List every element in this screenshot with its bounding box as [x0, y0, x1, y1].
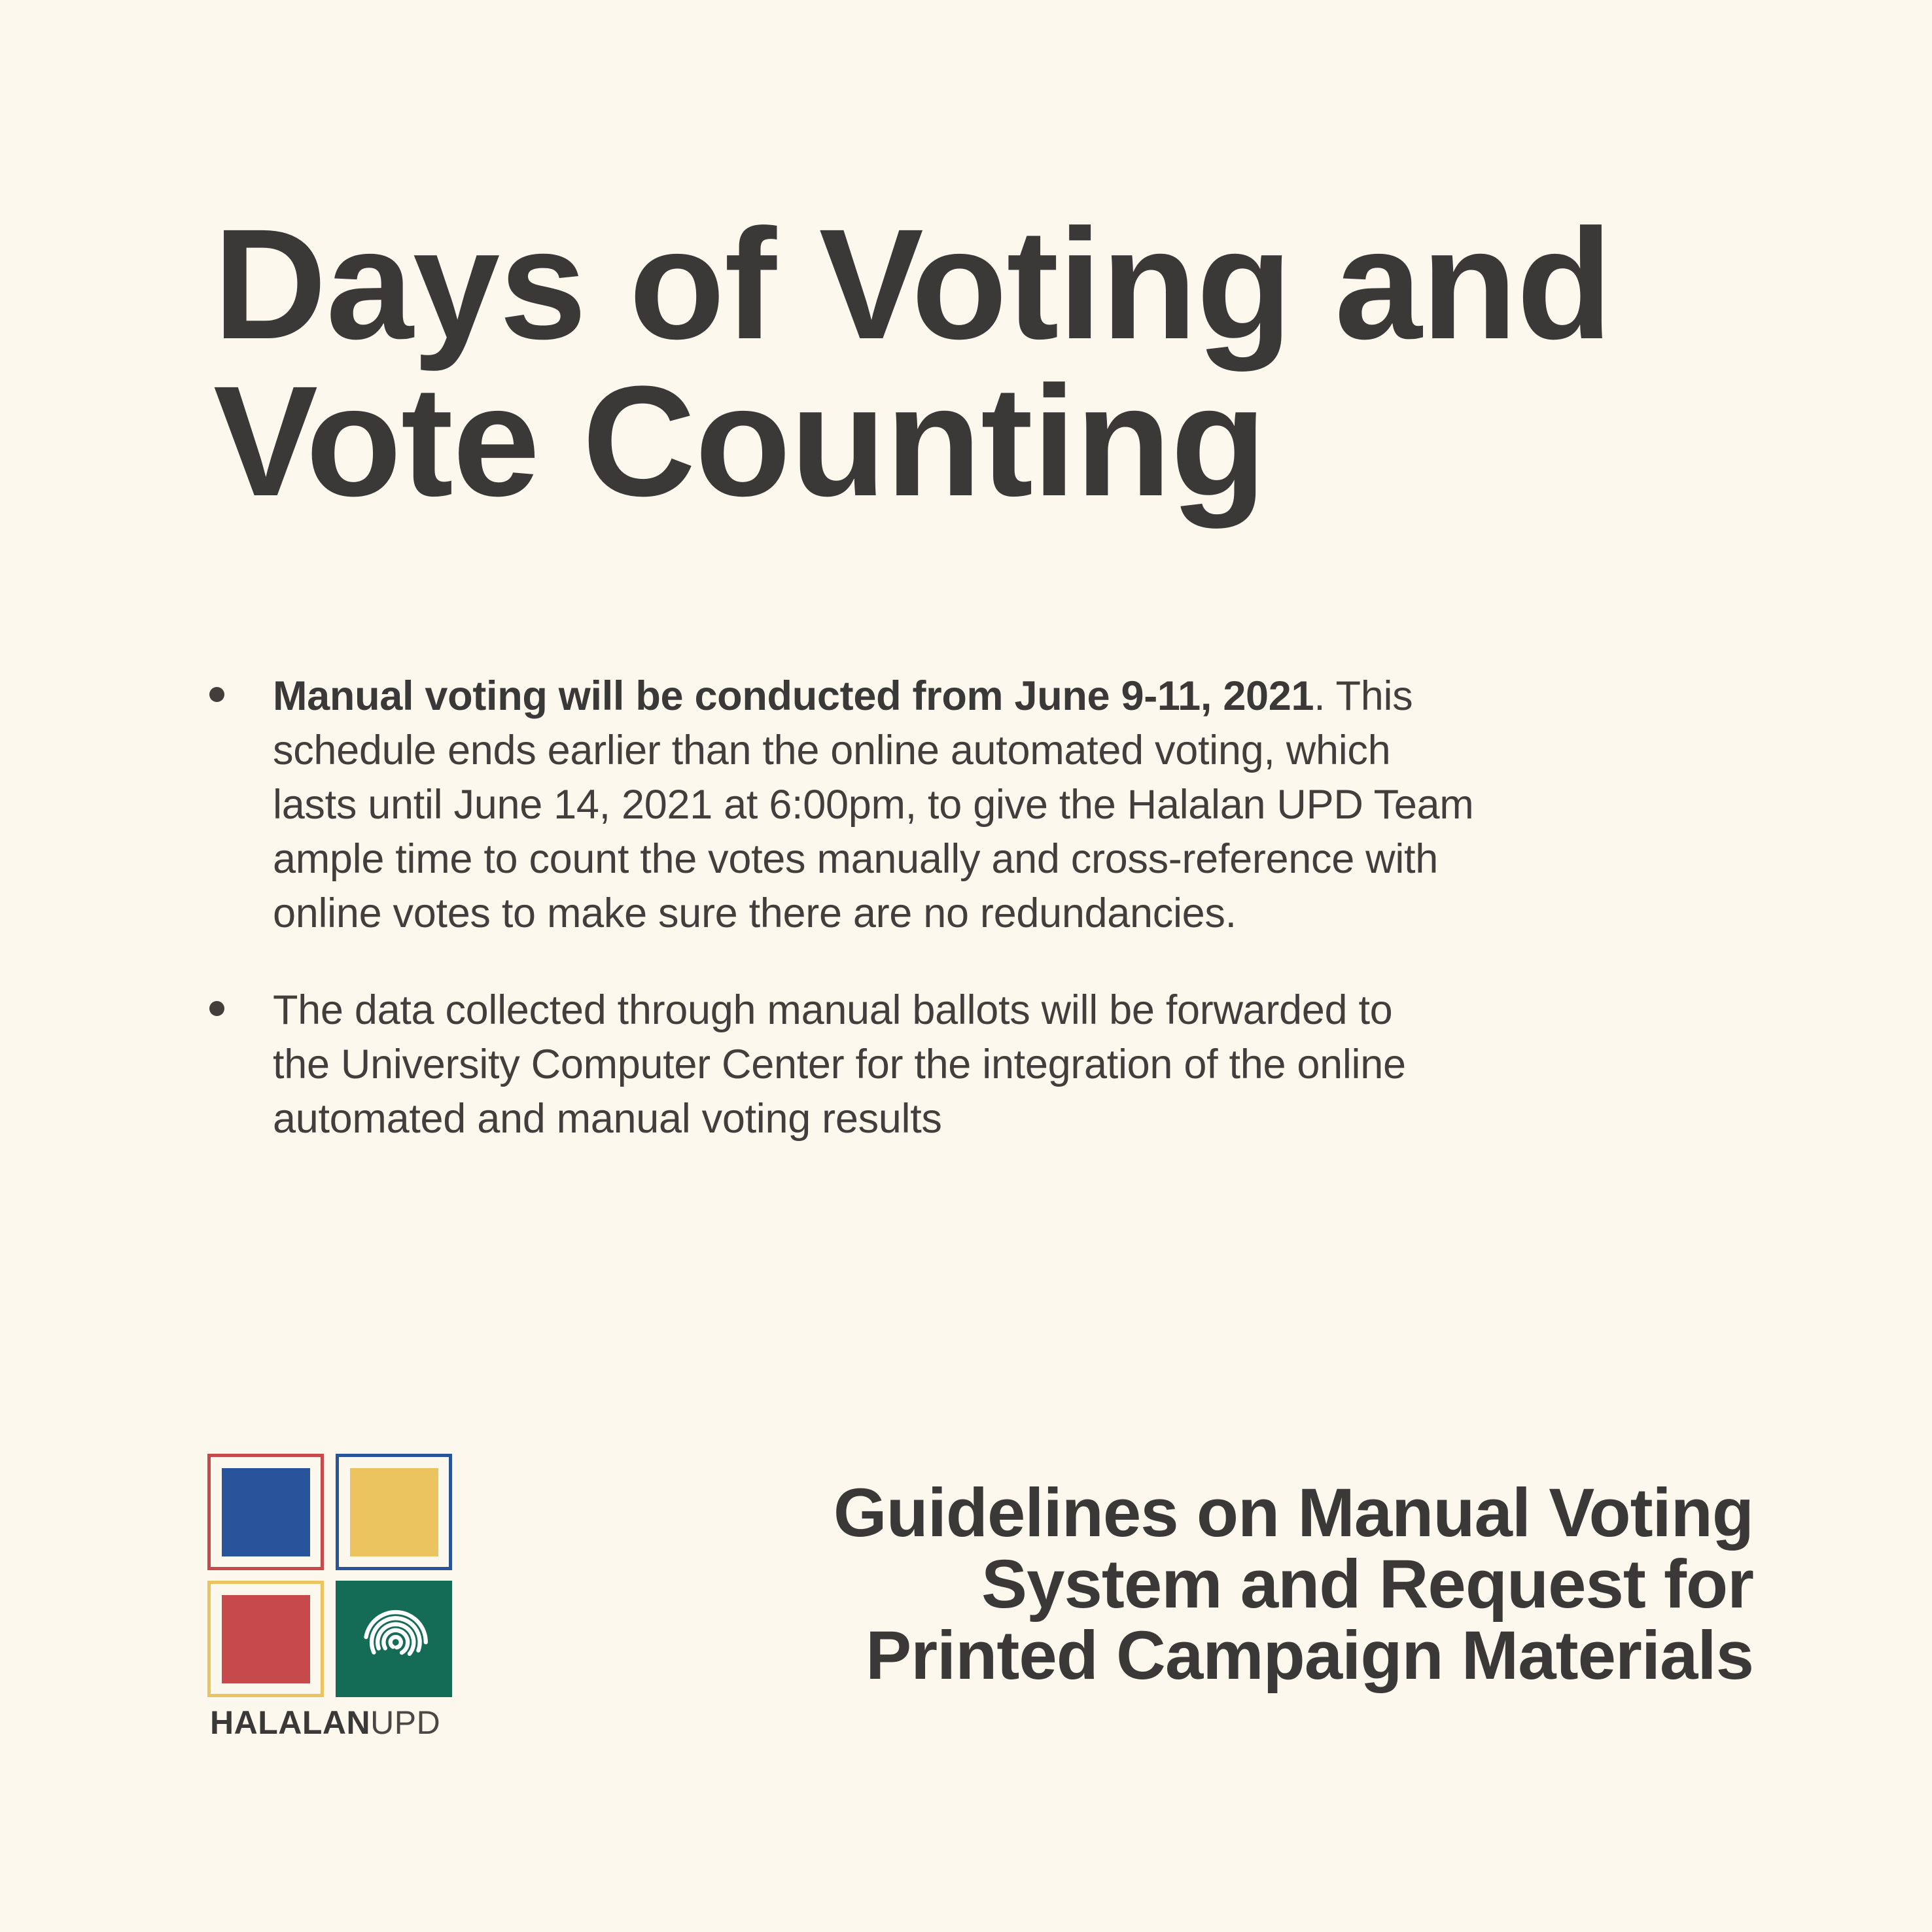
title-line-2: Vote Counting	[213, 353, 1266, 529]
logo-square-green	[336, 1581, 452, 1697]
footer-line-2: System and Request for	[981, 1546, 1753, 1623]
logo-square-blue-outline	[336, 1454, 452, 1570]
wordmark-halalan: HALALAN	[210, 1704, 371, 1741]
title-line-1: Days of Voting and	[213, 196, 1612, 372]
bullet-line: ample time to count the votes manually and cross-reference with	[273, 836, 1438, 882]
bullet-line: automated and manual voting results	[273, 1096, 942, 1142]
bullet-line: lasts until June 14, 2021 at 6:00pm, to give the Halalan UPD Team	[273, 782, 1474, 828]
bullet-line: the University Computer Center for the integration of the online	[273, 1042, 1406, 1087]
halalan-upd-logo	[207, 1454, 452, 1741]
footer-line-1: Guidelines on Manual Voting	[833, 1475, 1753, 1551]
bullet-line: schedule ends earlier than the online automated voting, which	[273, 728, 1391, 773]
page-title	[213, 196, 1612, 529]
logo-blue-fill	[222, 1468, 310, 1556]
logo-wordmark	[210, 1706, 440, 1739]
bullet-line: online votes to make sure there are no redundancies.	[273, 890, 1237, 936]
bullet-bold-lead: Manual voting will be conducted from June 9-11, 2021	[273, 673, 1314, 719]
logo-square-red-outline	[207, 1454, 324, 1570]
bullet-line: The data collected through manual ballots will be forwarded to	[273, 987, 1393, 1033]
logo-square-yellow-outline	[207, 1581, 324, 1697]
bullet-item-data-forwarding	[273, 983, 1778, 1146]
bullet-text: . This	[1314, 673, 1413, 719]
bullet-line	[273, 669, 1778, 724]
bullet-dot-icon	[209, 1001, 224, 1016]
logo-red-fill	[222, 1595, 310, 1683]
bullet-dot-icon	[209, 687, 224, 702]
logo-yellow-fill	[350, 1468, 438, 1556]
wordmark-upd: UPD	[370, 1704, 441, 1741]
bullet-item-manual-voting	[273, 669, 1778, 941]
footer-subtitle	[833, 1475, 1753, 1694]
logo-squares	[207, 1454, 452, 1697]
fingerprint-icon	[357, 1602, 432, 1677]
footer-line-3: Printed Campaign Materials	[866, 1617, 1753, 1694]
